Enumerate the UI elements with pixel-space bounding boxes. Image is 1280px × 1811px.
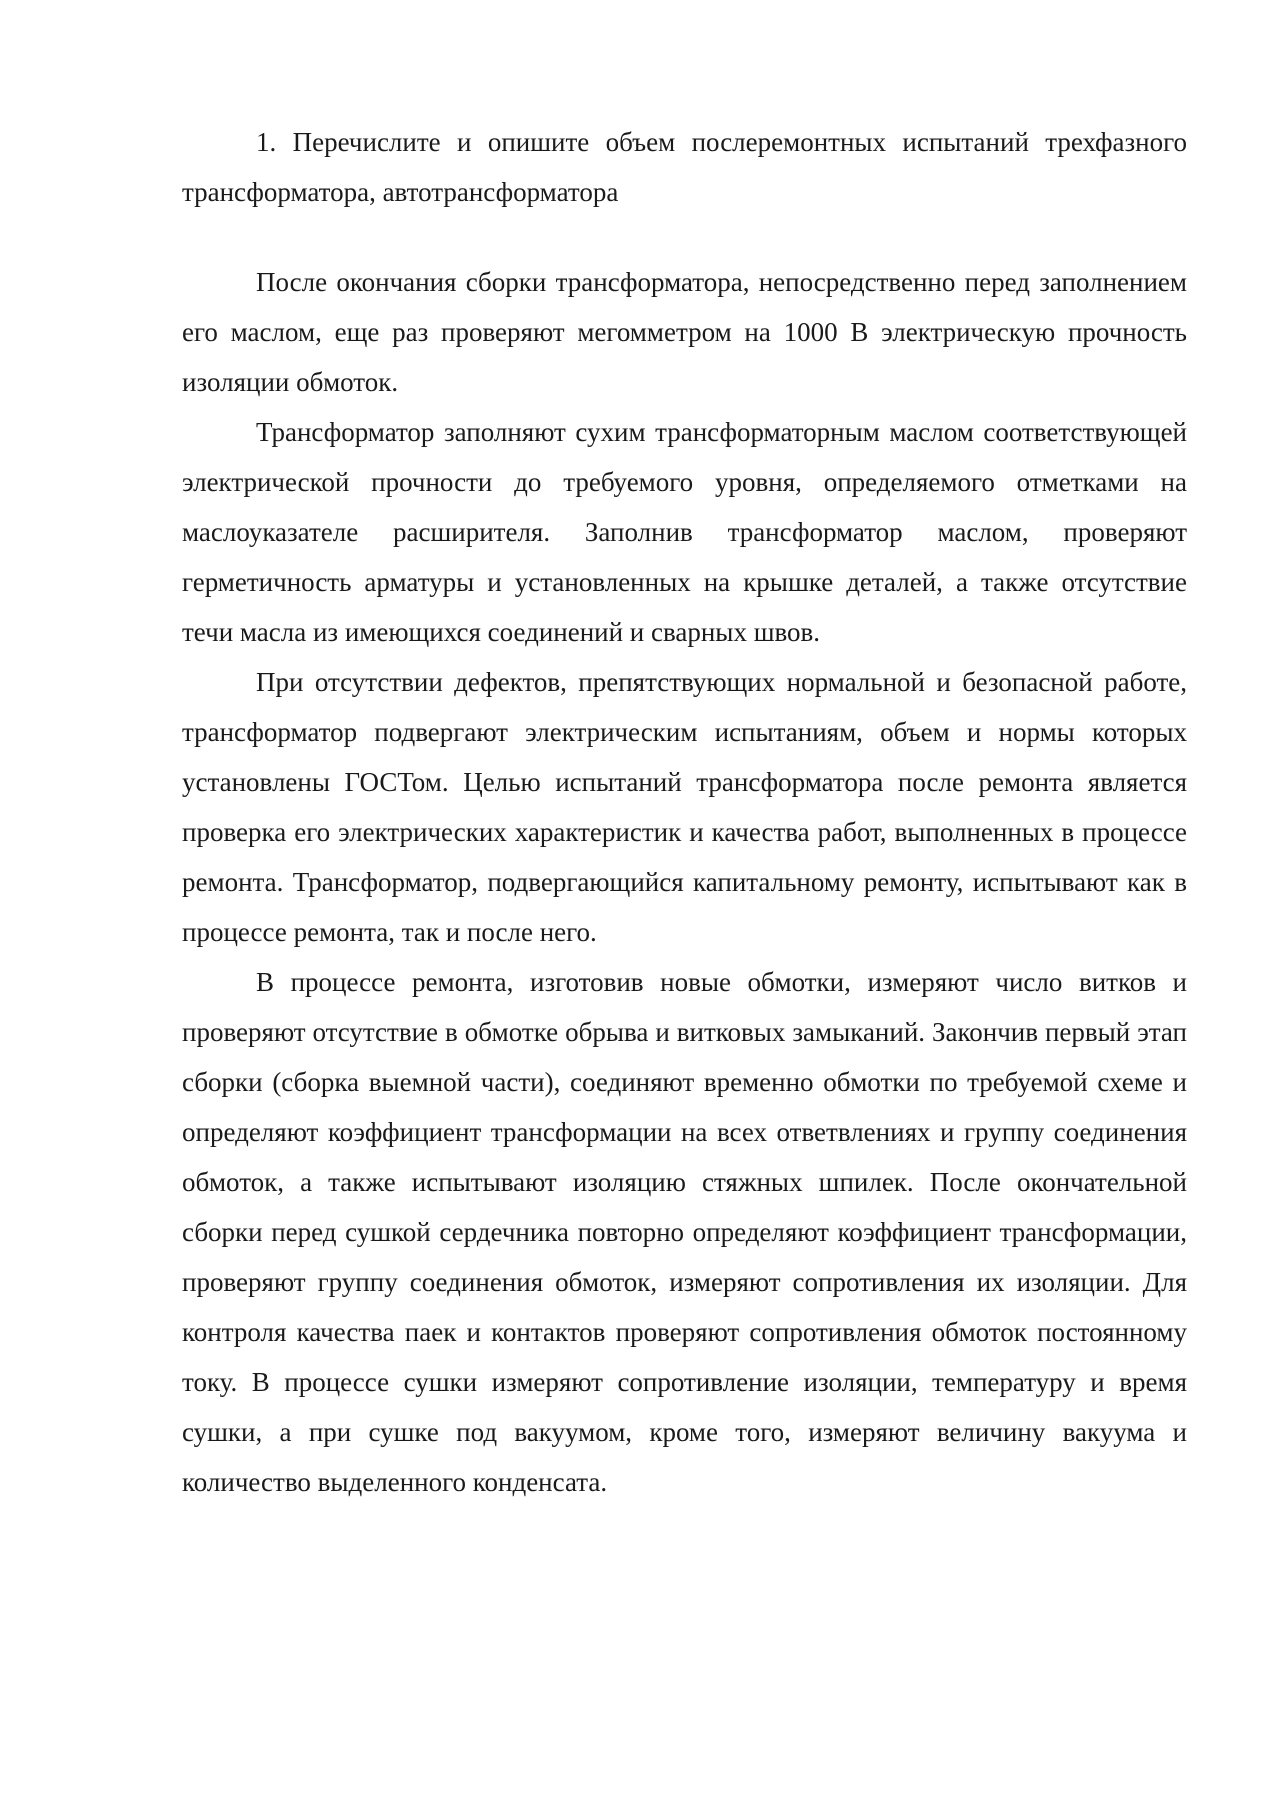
paragraph-3: При отсутствии дефектов, препятствующих нормальной и безопасной работе, трансформатор подвергают электрическим испытаниям, объем и нормы которых установлены ГОСТом. Целью испытаний трансформатора после ремонта является проверка его электрических характеристик и качества работ, выполненных в процессе ремонта. Трансформатор, подвергающийся капитальному ремонту, испытывают как в процессе ремонта, так и после него. bbox=[182, 667, 1187, 947]
paragraph-2: Трансформатор заполняют сухим трансформаторным маслом соответствующей электрической прочности до требуемого уровня, определяемого отметками на маслоуказателе расширителя. Заполнив трансформатор маслом, проверяют герметичность арматуры и установленных на крышке деталей, а также отсутствие течи масла из имеющихся соединений и сварных швов. bbox=[182, 417, 1187, 647]
document-body bbox=[182, 117, 1187, 1507]
paragraph-1: После окончания сборки трансформатора, непосредственно перед заполнением его маслом, еще раз проверяют мегомметром на 1000 В электрическую прочность изоляции обмоток. bbox=[182, 267, 1187, 397]
paragraph-4: В процессе ремонта, изготовив новые обмотки, измеряют число витков и проверяют отсутствие в обмотке обрыва и витковых замыканий. Закончив первый этап сборки (сборка выемной части), соединяют временно обмотки по требуемой схеме и определяют коэффициент трансформации на всех ответвлениях и группу соединения обмоток, а также испытывают изоляцию стяжных шпилек. После окончательной сборки перед сушкой сердечника повторно определяют коэффициент трансформации, проверяют группу соединения обмоток, измеряют сопротивления их изоляции. Для контроля качества паек и контактов проверяют сопротивления обмоток постоянному току. В процессе сушки измеряют сопротивление изоляции, температуру и время сушки, а при сушке под вакуумом, кроме того, измеряют величину вакуума и количество выделенного конденсата. bbox=[182, 967, 1187, 1497]
question-heading: 1. Перечислите и опишите объем послеремонтных испытаний трехфазного трансформатора, автотрансформатора bbox=[182, 127, 1187, 207]
